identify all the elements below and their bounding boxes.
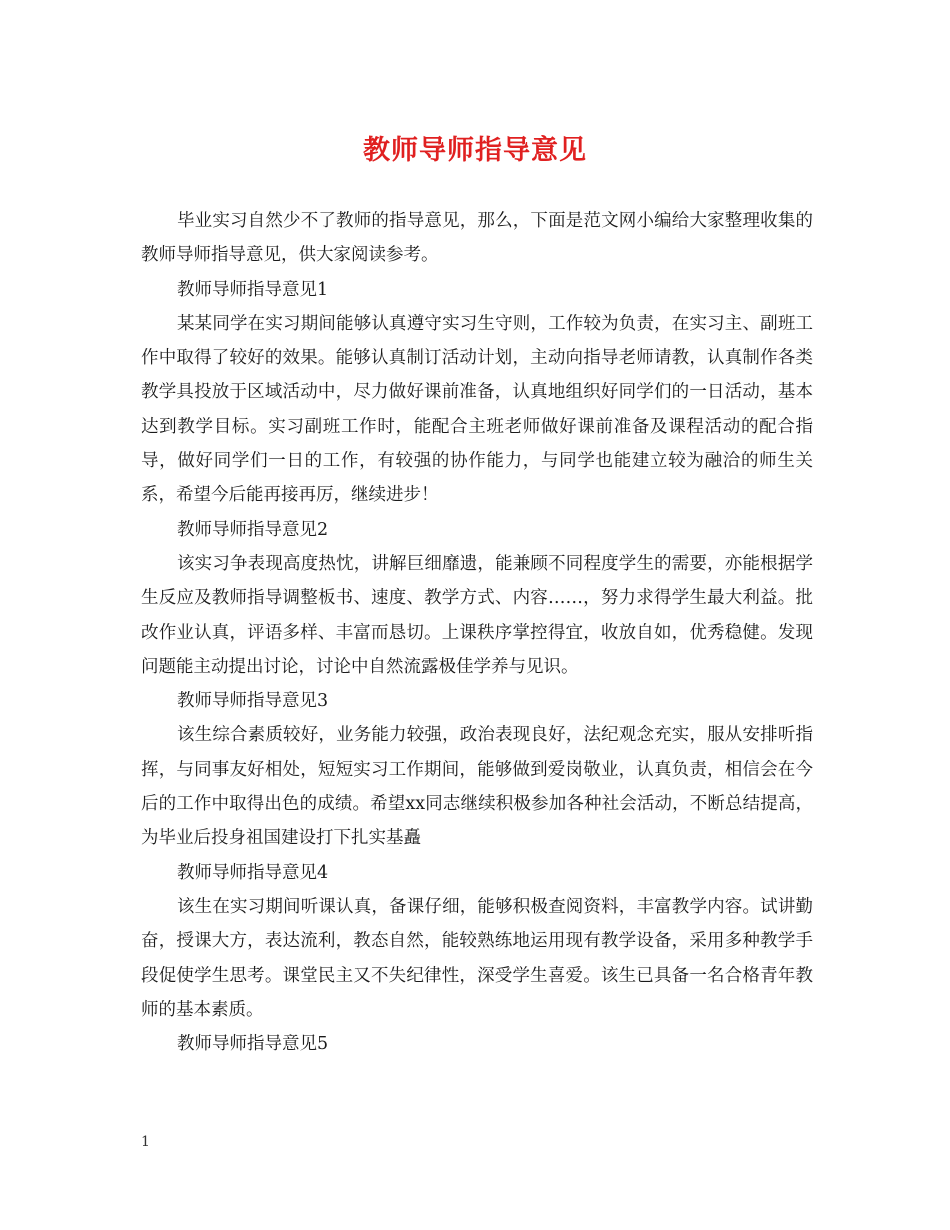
page-number: 1	[141, 1134, 150, 1150]
section-heading-2: 教师导师指导意见2	[177, 519, 329, 540]
section-heading-5: 教师导师指导意见5	[177, 1034, 329, 1055]
section-body-3: 该生综合素质较好，业务能力较强，政治表现良好，法纪观念充实，服从安排听指挥，与同事友好相处，短短实习工作期间，能够做到爱岗敬业，认真负责，相信会在今后的工作中取得出色的成绩。希望xx同志继续积极参加各种社会活动，不断总结提高，为毕业后投身祖国建设打下扎实基矗	[141, 725, 813, 849]
section-body-1: 某某同学在实习期间能够认真遵守实习生守则，工作较为负责，在实习主、副班工作中取得了较好的效果。能够认真制订活动计划，主动向指导老师请教，认真制作各类教学具投放于区域活动中，尽力做好课前准备，认真地组织好同学们的一日活动，基本达到教学目标。实习副班工作时，能配合主班老师做好课前准备及课程活动的配合指导，做好同学们一日的工作，有较强的协作能力，与同学也能建立较为融洽的师生关系，希望今后能再接再厉，继续进步！	[141, 313, 813, 506]
section-heading-4: 教师导师指导意见4	[177, 862, 329, 883]
intro-paragraph: 毕业实习自然少不了教师的指导意见，那么，下面是范文网小编给大家整理收集的教师导师指导意见，供大家阅读参考。	[141, 211, 813, 266]
section-heading-1: 教师导师指导意见1	[177, 279, 329, 300]
page-title: 教师导师指导意见	[363, 135, 587, 166]
section-heading-3: 教师导师指导意见3	[177, 691, 329, 712]
section-body-4: 该生在实习期间听课认真，备课仔细，能够积极查阅资料，丰富教学内容。试讲勤奋，授课大方，表达流利，教态自然，能较熟练地运用现有教学设备，采用多种教学手段促使学生思考。课堂民主又不失纪律性，深受学生喜爱。该生已具备一名合格青年教师的基本素质。	[141, 896, 813, 1020]
document-body	[141, 204, 813, 1061]
section-body-2: 该实习争表现高度热忱，讲解巨细靡遗，能兼顾不同程度学生的需要，亦能根据学生反应及教师指导调整板书、速度、教学方式、内容……，努力求得学生最大利益。批改作业认真，评语多样、丰富而恳切。上课秩序掌控得宜，收放自如，优秀稳健。发现问题能主动提出讨论，讨论中自然流露极佳学养与见识。	[141, 553, 813, 677]
